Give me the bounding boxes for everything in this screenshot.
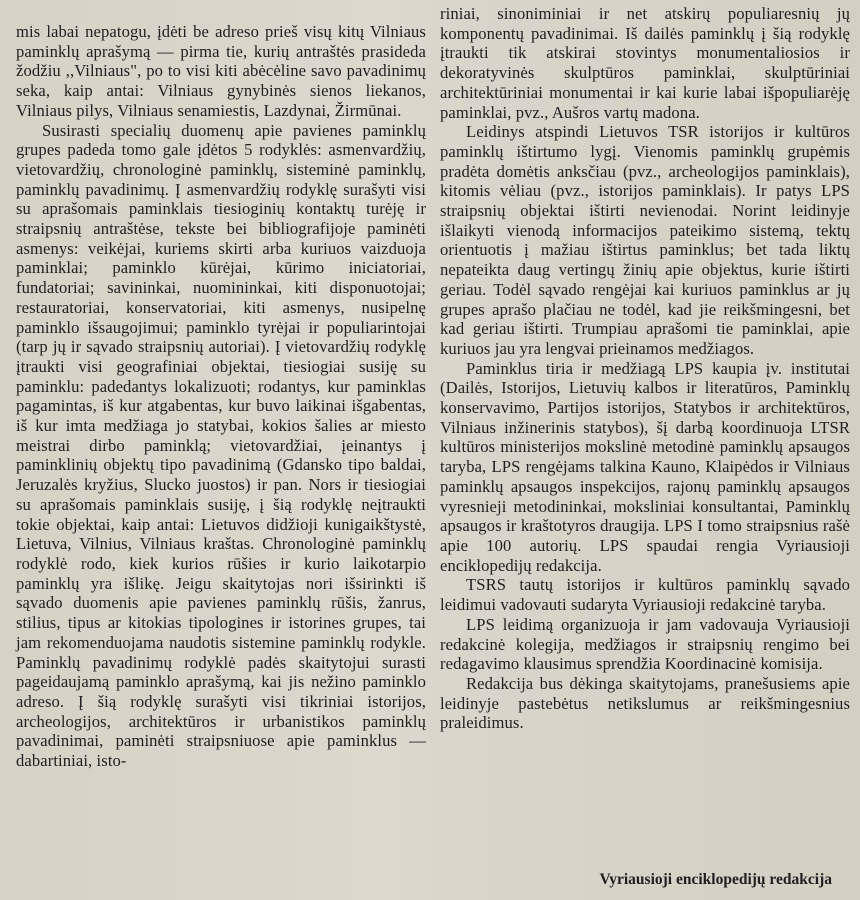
- right-column: [440, 4, 850, 733]
- paragraph: Leidinys atspindi Lietuvos TSR istorijos ir kultūros paminklų ištirtumo lygį. Vienomis paminklų grupėmis pradėta domėtis anksčiau (pvz., archeologijos paminklais), kitomis vėliau (pvz., istorijos paminklais). Ir patys LPS straipsnių objektai ištirti nevienodai. Norint leidinyje išlaikyti vienodą informacijos pateikimo sistemą, tektų orientuotis į mažiau ištirtus paminklus; bet tada liktų nepateikta daug vertingų žinių apie objektus, kurie ištirti geriau. Todėl sąvado rengėjai kai kuriuos paminklus ar jų grupes aprašo plačiau ne todėl, kad jie reikšmingesni, bet kad geriau ištirti. Trumpiau aprašomi tie paminklai, apie kuriuos jau yra lengvai prieinamos medžiagos.: [440, 122, 850, 358]
- paragraph: mis labai nepatogu, įdėti be adreso prieš visų kitų Vilniaus paminklų aprašymą — pirma tie, kurių antraštės prasideda žodžiu ,,Vilniaus", po to visi kiti abėcėline savo pavadinimų seka, kaip antai: Vilniaus gynybinės sienos liekanos, Vilniaus pilys, Vilniaus senamiestis, Lazdynai, Žirmūnai.: [16, 22, 426, 120]
- paragraph: Susirasti specialių duomenų apie pavienes paminklų grupes padeda tomo gale įdėtos 5 rodyklės: asmenvardžių, vietovardžių, chronologinė paminklų, sisteminė paminklų, paminklų pavadinimų. Į asmenvardžių rodyklę surašyti visi su aprašomais paminklais tiesioginių kontaktų turėję ir straipsnių antraštėse, tekste bei bibliografijoje paminėti asmenys: veikėjai, kuriems skirti arba kuriuos vaizduoja paminklai; paminklo kūrėjai, kūrimo iniciatoriai, fundatoriai; savininkai, nuomininkai, kiti disponuotojai; restauratoriai, konservatoriai, kiti asmenys, nusipelnę paminklo išsaugojimui; paminklo tyrėjai ir populiarintojai (tarp jų ir sąvado straipsnių autoriai). Į vietovardžių rodyklę įtraukti visi geografiniai objektai, tiesiogiai susiję su paminklu: padedantys lokalizuoti; rodantys, kur paminklas pagamintas, iš kur atgabentas, kur buvo laikinai išgabentas, iš kur imta medžiaga jo statybai, kokios šalies ar miesto meistrai dirbo paminklą; vietovardžiai, įeinantys į paminklinių objektų tipo pavadinimą (Gdansko tipo baldai, Jeruzalės kryžius, Slucko juostos) ir pan. Nors ir tiesiogiai su aprašomais paminklais susiję, į šią rodyklę neįtraukti tokie objektai, kaip antai: Lietuvos didžioji kunigaikštystė, Lietuva, Vilnius, Vilniaus kraštas. Chronologinė paminklų rodyklė rodo, kiek kurios rūšies ir kurio laikotarpio paminklų yra išlikę. Jeigu skaitytojas nori išsirinkti iš sąvado duomenis apie pavienes paminklų rūšis, žanrus, stilius, tipus ar kitokias tipologines ir istorines grupes, tai jam rekomenduojama naudotis sistemine paminklų rodykle. Paminklų pavadinimų rodyklė padės skaitytojui surasti pageidaujamą paminklo aprašymą, kai jis nežino paminklo adreso. Į šią rodyklę surašyti visi tikriniai istorijos, archeologijos, architektūros ir urbanistikos paminklų pavadinimai, paminėti straipsniuose apie paminklus — dabartiniai, isto-: [16, 120, 426, 771]
- paragraph: riniai, sinoniminiai ir net atskirų populiaresnių jų komponentų pavadinimai. Iš dailės paminklų į šią rodyklę įtraukti tik atskirai stovintys monumentaliosios ir dekoratyvinės skulptūros paminklai, skulptūriniai architektūriniai monumentai ir kai kurie labai išpopuliarėję paminklai, pvz., Aušros vartų madona.: [440, 4, 850, 122]
- paragraph: Redakcija bus dėkinga skaitytojams, pranešusiems apie leidinyje pastebėtus netikslumus ar reikšmingesnius praleidimus.: [440, 673, 850, 733]
- paragraph: TSRS tautų istorijos ir kultūros paminklų sąvado leidimui vadovauti sudaryta Vyriausioji redakcinė taryba.: [440, 575, 850, 615]
- paragraph: LPS leidimą organizuoja ir jam vadovauja Vyriausioji redakcinė kolegija, medžiagos ir straipsnių rengimo bei redagavimo klausimus sprendžia Koordinacinė komisija.: [440, 614, 850, 674]
- editorial-signature: Vyriausioji enciklopedijų redakcija: [599, 871, 832, 888]
- paragraph: Paminklus tiria ir medžiagą LPS kaupia įv. institutai (Dailės, Istorijos, Lietuvių kalbos ir literatūros, Paminklų konservavimo, Partijos istorijos, Statybos ir architektūros, Vilniaus inžinerinis statybos), šį darbą koordinuoja LTSR kultūros ministerijos mokslinė metodinė paminklų apsaugos taryba, LPS rengėjams talkina Kauno, Klaipėdos ir Vilniaus paminklų apsaugos inspekcijos, rajonų paminklų apsaugos vyresnieji metodininkai, moksliniai konsultantai, Paminklų apsaugos ir kraštotyros draugija. LPS I tomo straipsnius rašė apie 100 autorių. LPS spaudai rengia Vyriausioji enciklopedijų redakcija.: [440, 358, 850, 575]
- left-column: [16, 22, 426, 771]
